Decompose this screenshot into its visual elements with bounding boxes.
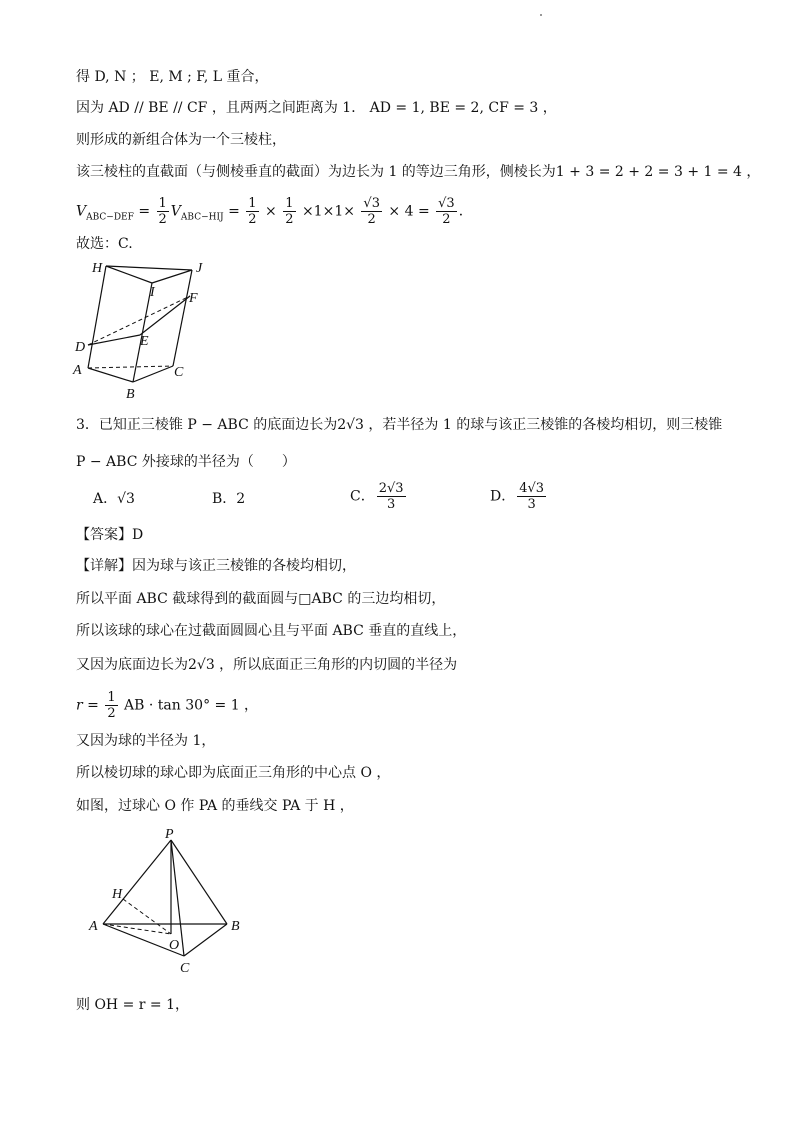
label-a: A (73, 363, 82, 378)
label-o: O (169, 938, 180, 953)
option-d (490, 481, 548, 512)
page-mark (540, 14, 542, 16)
label-b: B (126, 387, 135, 402)
dashed-ho (123, 899, 171, 934)
text-line: 该三棱柱的直截面（与侧棱垂直的截面）为边长为 1 的等边三角形，侧棱长为1 + 3 = 2 + 2 = 3 + 1 = 4 ， (76, 164, 761, 180)
fraction-half: $\frac{1}{2}$ (107, 690, 116, 721)
detail-line: 所以该球的球心在过截面圆圆心且与平面 ABC 垂直的直线上， (76, 623, 467, 639)
formula-x4: × 4 = (383, 203, 435, 220)
formula-end: ． (458, 203, 473, 220)
edge-hi (106, 266, 152, 283)
label-c: C (180, 961, 190, 976)
option-a: A．√3 (93, 491, 135, 507)
label-d: D (75, 340, 86, 355)
detail-line: 所以棱切球的球心即为底面正三角形的中心点 O ， (76, 765, 391, 781)
label-j: J (196, 261, 203, 276)
formula-tail: ×1×1× (297, 203, 360, 220)
answer-line: 【答案】D (76, 527, 144, 543)
text-line: 得 D, N ； E, M ; F, L 重合， (76, 69, 269, 85)
option-c-fraction: $\frac{2√3}{3}$ (378, 481, 404, 512)
detail-line: 如图，过球心 O 作 PA 的垂线交 PA 于 H ， (76, 798, 354, 814)
fraction-sqrt3-half: $\frac{√3}{2}$ (363, 196, 380, 227)
detail-line: 又因为球的半径为 1， (76, 733, 216, 749)
detail-line: 则 OH = r = 1， (76, 997, 189, 1013)
fraction-half: $\frac{1}{2}$ (248, 196, 257, 227)
edge-ij (152, 270, 192, 283)
question-3-line-1: 3．已知正三棱锥 P − ABC 的底面边长为2√3 ，若半径为 1 的球与该正三棱锥的各棱均相切，则三棱锥 (76, 417, 723, 433)
label-e: E (140, 334, 149, 349)
edge-de (88, 335, 140, 345)
label-h: H (112, 887, 123, 902)
formula-times: × (260, 203, 282, 220)
option-d-fraction: $\frac{4√3}{3}$ (519, 481, 545, 512)
edge-ha (88, 266, 106, 368)
formula-v2: V (170, 203, 181, 220)
formula-eq2: = (223, 203, 245, 220)
label-f: F (189, 291, 198, 306)
hidden-edge-df (88, 296, 190, 345)
inradius-formula (76, 690, 258, 721)
option-c (350, 481, 408, 512)
dashed-ao (103, 924, 171, 934)
volume-formula (76, 196, 473, 227)
option-b: B．2 (212, 491, 246, 507)
text-line: 则形成的新组合体为一个三棱柱， (76, 132, 286, 148)
fraction-half: $\frac{1}{2}$ (285, 196, 294, 227)
formula-rest: AB · tan 30° = 1 ， (119, 697, 259, 714)
formula-r: r = (76, 697, 104, 714)
text-line: 故选：C. (76, 236, 133, 252)
fraction-sqrt3-half: $\frac{√3}{2}$ (438, 196, 455, 227)
label-b: B (231, 919, 240, 934)
edge-bc (184, 924, 227, 956)
formula-sub: ABC−DEF (86, 212, 134, 223)
edge-pa (103, 840, 171, 924)
formula-v: V (76, 203, 87, 220)
label-p: P (165, 827, 174, 842)
detail-line: 又因为底面边长为2√3 ，所以底面正三角形的内切圆的半径为 (76, 657, 458, 673)
fraction-half: $\frac{1}{2}$ (158, 196, 167, 227)
detail-line: 【详解】因为球与该正三棱锥的各棱均相切， (76, 558, 356, 574)
option-d-label: D． (490, 488, 516, 505)
formula-eq: = (133, 203, 155, 220)
edge-hj (106, 266, 192, 270)
edge-jc (173, 270, 192, 366)
edge-ab (88, 368, 133, 382)
hidden-edge-ac (88, 366, 173, 368)
tetrahedron-figure (85, 826, 255, 976)
text-line: 因为 AD // BE // CF ，且两两之间距离为 1． AD = 1, BE = 2, CF = 3 ， (76, 100, 557, 116)
detail-line: 所以平面 ABC 截球得到的截面圆与□ABC 的三边均相切， (76, 591, 446, 607)
question-3-line-2: P − ABC 外接球的半径为（ ） (76, 454, 296, 470)
formula-sub2: ABC−HIJ (180, 212, 224, 223)
option-c-label: C． (350, 488, 375, 505)
prism-figure (70, 256, 210, 406)
label-h: H (92, 261, 103, 276)
label-c: C (174, 365, 184, 380)
label-i: I (150, 285, 155, 300)
label-a: A (89, 919, 98, 934)
edge-bc (133, 366, 173, 382)
